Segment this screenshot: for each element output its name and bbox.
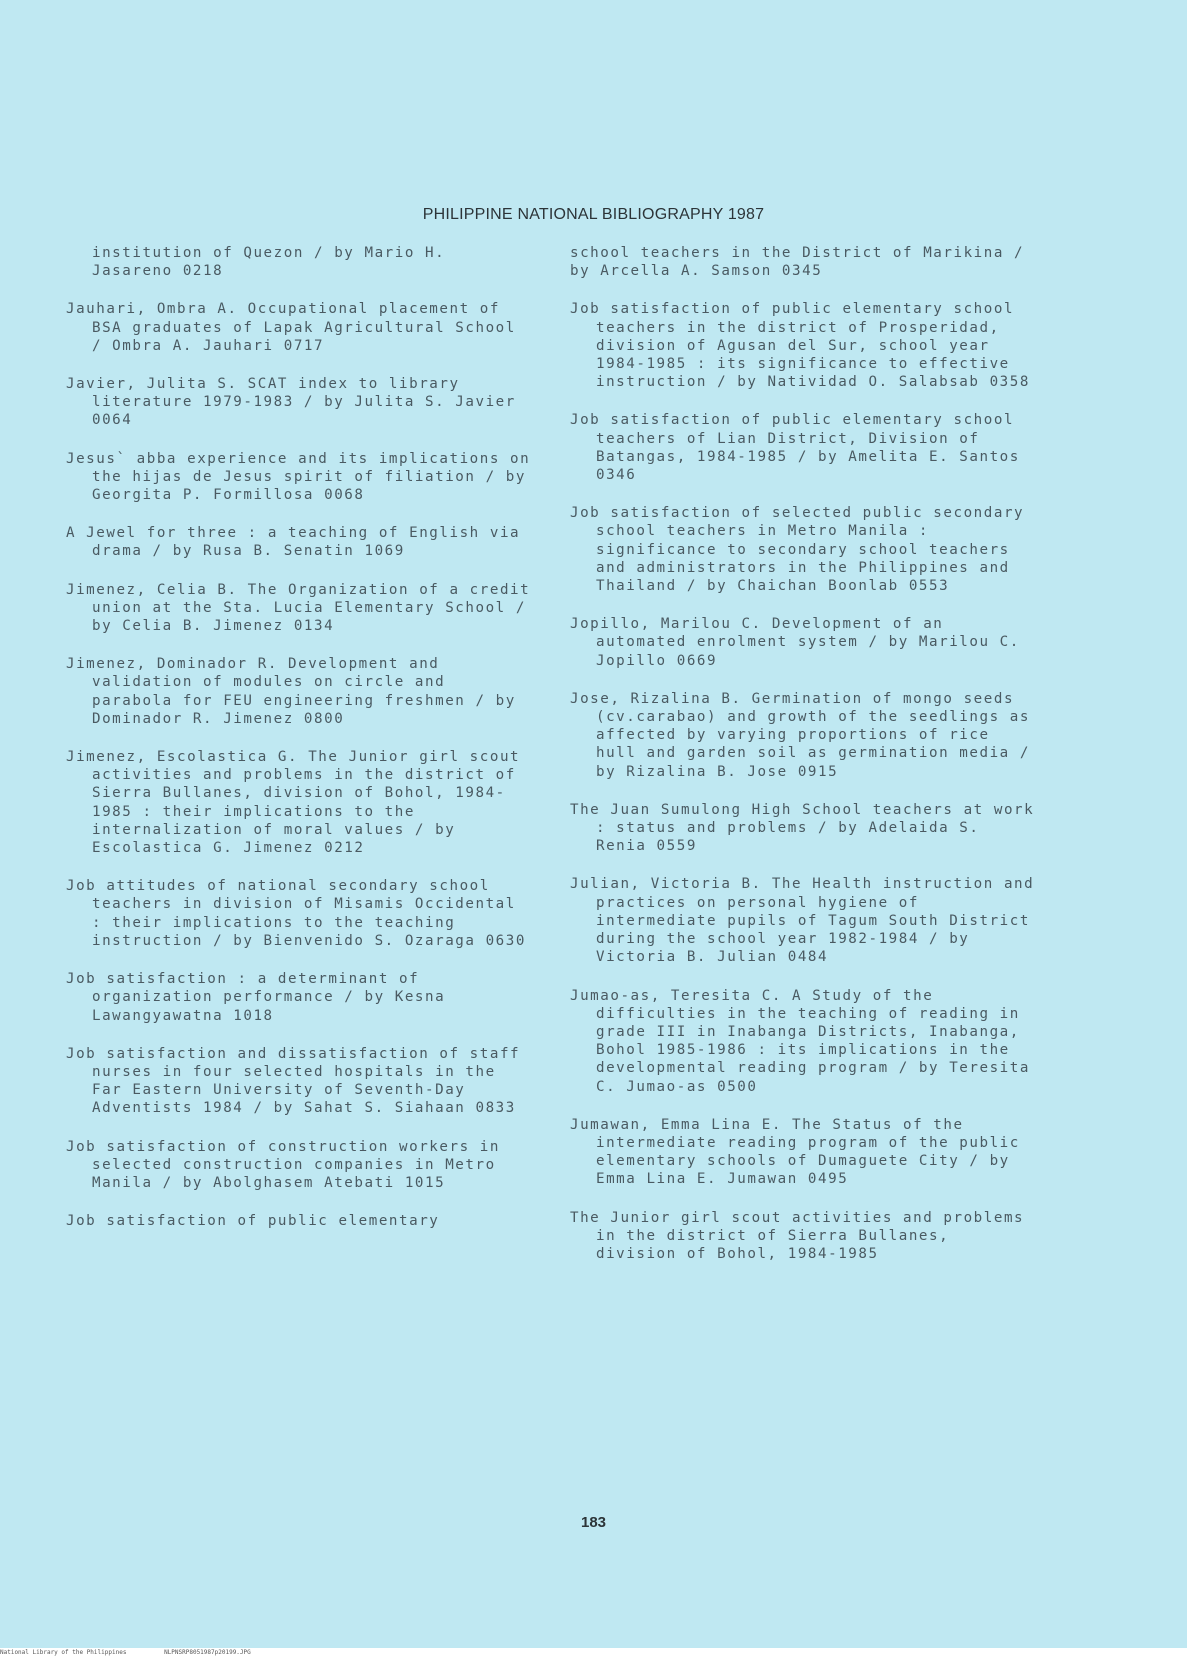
bibliography-entry: The Juan Sumulong High School teachers at work : status and problems / by Adelaida S. Renia 0559	[570, 801, 1035, 855]
bibliography-entry: The Junior girl scout activities and problems in the district of Sierra Bullanes, division of Bohol, 1984-1985	[570, 1209, 1025, 1262]
bibliography-entry: Job satisfaction of construction workers in selected construction companies in Metro Manila / by Abolghasem Atebati 1015	[66, 1138, 500, 1191]
bibliography-entry: Job satisfaction of public elementary school teachers of Lian District, Division of Batangas, 1984-1985 / by Amelita E. Santos 0346	[570, 412, 1020, 484]
bibliography-entry: Job attitudes of national secondary school teachers in division of Misamis Occidental : their implications to the teaching instruction / by Bienvenido S. Ozaraga 0630	[66, 878, 526, 949]
bibliography-entry: Job satisfaction of selected public secondary school teachers in Metro Manila : significance to secondary school teachers and administrators in the Philippines and Thailand / by Chaichan Boonlab 0553	[570, 505, 1025, 595]
bibliography-entry: Jauhari, Ombra A. Occupational placement of BSA graduates of Lapak Agricultural School / Ombra A. Jauhari 0717	[66, 301, 516, 354]
bibliography-entry: Job satisfaction of public elementary	[66, 1213, 440, 1230]
page-header: PHILIPPINE NATIONAL BIBLIOGRAPHY 1987	[422, 206, 765, 223]
footer-filename: NLPNSRP8051987p20199.JPG	[164, 1649, 251, 1656]
bibliography-entry: Jumao-as, Teresita C. A Study of the difficulties in the teaching of reading in grade III in Inabanga Districts, Inabanga, Bohol 1985-1986 : its implications in the developmental reading program / by Teresita C. Jumao-as 0500	[570, 987, 1030, 1095]
bibliography-entry: Jesus` abba experience and its implications on the hijas de Jesus spirit of filiation / by Georgita P. Formillosa 0068	[66, 450, 531, 504]
left-column	[66, 244, 536, 1250]
bibliography-entry: Julian, Victoria B. The Health instruction and practices on personal hygiene of intermediate pupils of Tagum South District during the school year 1982-1984 / by Victoria B. Julian 0484	[570, 876, 1035, 966]
footer-library: National Library of the Philippines	[0, 1649, 127, 1656]
bibliography-entry: Javier, Julita S. SCAT index to library literature 1979-1983 / by Julita S. Javier 0064	[66, 376, 516, 429]
bibliography-entry: Jimenez, Dominador R. Development and validation of modules on circle and parabola for FEU engineering freshmen / by Dominador R. Jimenez 0800	[66, 656, 516, 727]
bibliography-entry: school teachers in the District of Marikina / by Arcella A. Samson 0345	[570, 245, 1025, 280]
bibliography-entry: Job satisfaction and dissatisfaction of staff nurses in four selected hospitals in the Far Eastern University of Seventh-Day Adventists 1984 / by Sahat S. Siahaan 0833	[66, 1045, 521, 1117]
bibliography-entry: Job satisfaction : a determinant of organization performance / by Kesna Lawangyawatna 1018	[66, 971, 446, 1024]
bibliography-entry: Jopillo, Marilou C. Development of an automated enrolment system / by Marilou C. Jopillo 0669	[570, 616, 1020, 669]
bibliography-entry: Jose, Rizalina B. Germination of mongo seeds (cv.carabao) and growth of the seedlings as affected by varying proportions of rice hull and garden soil as germination media / by Rizalina B. Jose 0915	[570, 690, 1030, 780]
bibliography-entry: institution of Quezon / by Mario H. Jasareno 0218	[92, 245, 446, 280]
bibliography-entry: Jimenez, Escolastica G. The Junior girl scout activities and problems in the district of Sierra Bullanes, division of Bohol, 1984-1985 : their implications to the internalization of moral values / by Escolastica G. Jimenez 0212	[66, 749, 521, 857]
bibliography-entry: Job satisfaction of public elementary school teachers in the district of Prosperidad, division of Agusan del Sur, school year 1984-1985 : its significance to effective instruction / by Natividad O. Salabsab 0358	[570, 301, 1030, 391]
bibliography-entry: Jumawan, Emma Lina E. The Status of the intermediate reading program of the public elementary schools of Dumaguete City / by Emma Lina E. Jumawan 0495	[570, 1116, 1020, 1188]
right-column	[570, 244, 1040, 1283]
page-number: 183	[580, 1514, 607, 1531]
bibliography-entry: Jimenez, Celia B. The Organization of a credit union at the Sta. Lucia Elementary School / by Celia B. Jimenez 0134	[66, 581, 531, 635]
bibliography-entry: A Jewel for three : a teaching of English via drama / by Rusa B. Senatin 1069	[66, 525, 521, 560]
scan-footer	[0, 1648, 1187, 1658]
